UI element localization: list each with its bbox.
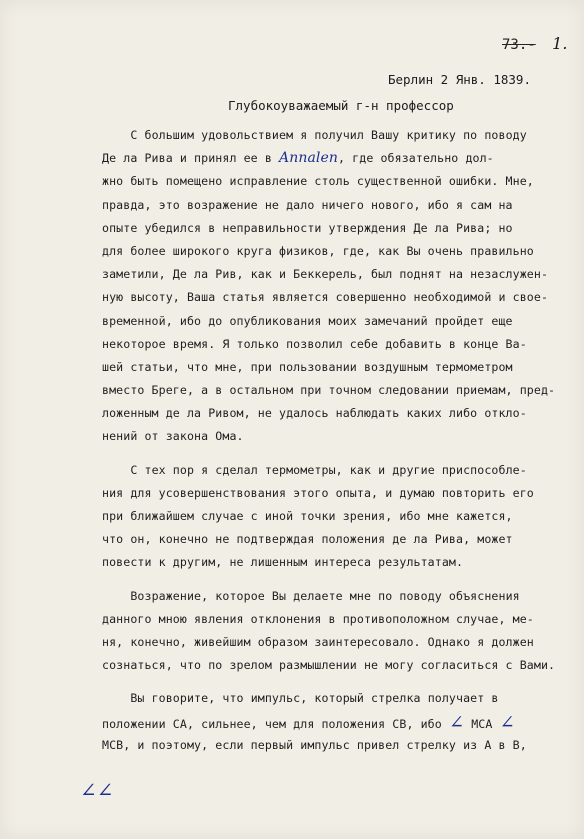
body-line: Де ла Рива и принял ее в Annalen, где обязательно дол-	[102, 150, 494, 167]
body-line: С большим удовольствием я получил Вашу критику по поводу	[130, 128, 527, 142]
handwritten-insert: Annalen	[279, 150, 338, 167]
body-line: положении CA, сильнее, чем для положения CB, ибо ∠ MCA ∠	[102, 711, 515, 733]
body-line: правда, это возражение не дало ничего нового, ибо я сам на	[102, 197, 513, 212]
body-line: шей статьи, что мне, при пользовании воздушным термометром	[102, 359, 513, 374]
body-line: С тех пор я сделал термометры, как и другие приспособле-	[130, 462, 527, 477]
body-line: ложенным де ла Ривом, не удалось наблюдать каких либо откло-	[102, 406, 527, 421]
letter-salutation: Глубокоуважаемый г-н профессор	[228, 98, 454, 113]
margin-angle-symbols: ∠∠	[80, 778, 114, 802]
body-line: жно быть помещено исправление столь существенной ошибки. Мне,	[102, 174, 534, 189]
body-line: временной, ибо до опубликования моих замечаний пройдет еще	[102, 313, 513, 328]
body-line: опыте убедился в неправильности утверждения Де ла Рива; но	[102, 220, 513, 235]
handwritten-page-number: 1.	[552, 34, 568, 53]
body-line: данного мною явления отклонения в противоположном случае, ме-	[102, 611, 534, 626]
body-line: что он, конечно не подтверждая положения де ла Рива, может	[102, 532, 513, 547]
page-number	[502, 34, 567, 53]
letter-body	[102, 124, 554, 757]
body-line: сознаться, что по зрелом размышлении не могу согласиться с Вами.	[102, 658, 556, 673]
body-line: ную высоту, Ваша статья является совершенно необходимой и своe-	[102, 290, 549, 305]
body-line: заметили, Де ла Рив, как и Беккерель, был поднят на незаслужен-	[102, 267, 549, 282]
angle-symbol: ∠	[448, 711, 465, 733]
typed-page-number: 73.-	[502, 37, 536, 53]
body-line: ния для усовершенствования этого опыта, и думаю повторить его	[102, 485, 534, 500]
body-line: нений от закона Ома.	[102, 429, 244, 444]
body-line: при ближайшем случае с иной точки зрения, ибо мне кажется,	[102, 509, 513, 523]
letter-dateline: Берлин 2 Янв. 1839.	[388, 72, 531, 87]
body-line: для более широкого круга физиков, где, как Вы очень правильно	[102, 243, 534, 258]
body-line: повести к другим, не лишенным интереса результатам.	[102, 555, 464, 570]
angle-symbol: ∠	[499, 711, 515, 733]
body-line: Возражение, которое Вы делаете мне по поводу объяснения	[130, 588, 520, 603]
body-line: вместо Бреге, а в остальном при точном следовании приемам, пред-	[102, 383, 556, 398]
body-line: Вы говорите, что импульс, который стрелка получает в	[130, 691, 499, 706]
body-line: MCB, и поэтому, если первый импульс привел стрелку из A в B,	[102, 737, 527, 752]
body-line: некоторое время. Я только позволил себе добавить в конце Ва-	[102, 336, 527, 351]
body-line: ня, конечно, живейшим образом заинтересовало. Однако я должен	[102, 634, 534, 649]
